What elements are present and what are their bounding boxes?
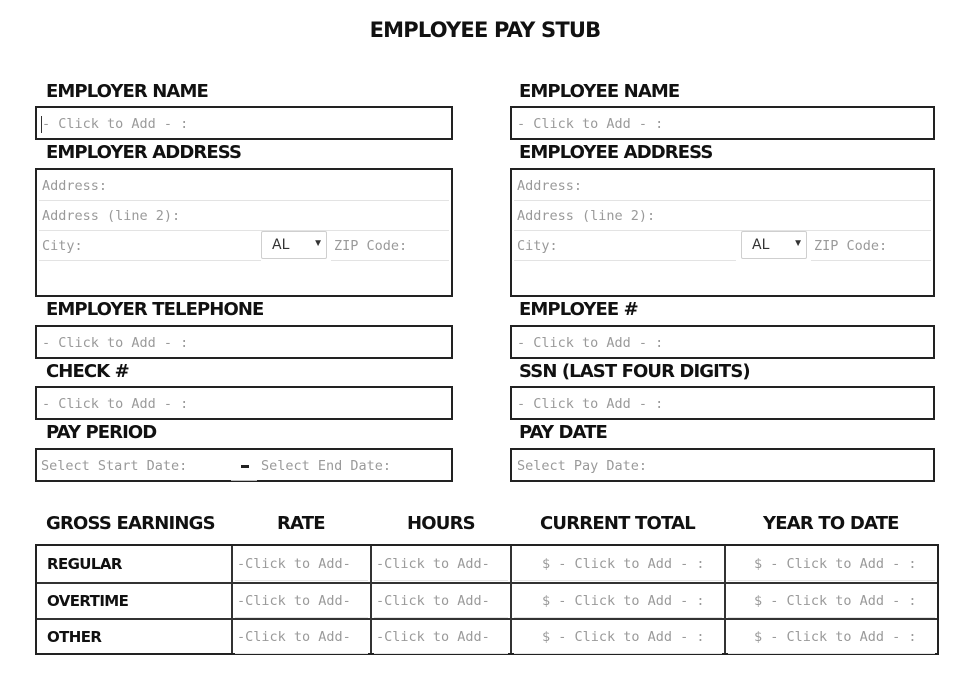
other-current-total-field[interactable] [512,619,724,655]
pay-period-block [35,448,453,482]
other-ytd-field[interactable] [726,619,937,655]
end-date-placeholder: Select End Date: [261,458,392,474]
pay-date-placeholder: Select Pay Date: [517,458,648,474]
city-placeholder: City: [517,238,558,254]
current-total-placeholder: $ - Click to Add - : [542,629,705,645]
address-placeholder: Address: [42,178,108,194]
field-underline [235,653,368,654]
other-rate-field[interactable] [233,619,370,655]
employee-name-field[interactable] [510,106,935,140]
current-total-placeholder: $ - Click to Add - : [542,593,705,609]
field-underline [728,617,935,618]
hours-placeholder: -Click to Add- [376,629,490,645]
field-underline [374,617,508,618]
ytd-placeholder: $ - Click to Add - : [754,629,917,645]
year-to-date-header: YEAR TO DATE [763,513,899,534]
rate-header: RATE [277,513,325,534]
pay-date-field[interactable] [510,448,935,482]
hours-placeholder: -Click to Add- [376,556,490,572]
employee-address-line2[interactable] [514,200,931,231]
employer-address-block [35,168,453,297]
employer-telephone-field[interactable] [35,325,453,359]
earnings-table [35,544,939,655]
zip-placeholder: ZIP Code: [814,238,888,254]
employer-name-label: EMPLOYER NAME [46,81,208,102]
start-date-field[interactable] [37,450,227,480]
field-underline [514,617,722,618]
field-underline [514,580,722,581]
field-underline [374,580,508,581]
hours-placeholder: -Click to Add- [376,593,490,609]
employer-telephone-placeholder: - Click to Add - : [42,335,189,351]
gross-earnings-header: GROSS EARNINGS [46,513,215,534]
employer-address-label: EMPLOYER ADDRESS [46,142,242,163]
employer-state-select[interactable] [261,231,327,259]
employee-name-placeholder: - Click to Add - : [517,116,664,132]
employee-number-field[interactable] [510,325,935,359]
address-placeholder: Address: [517,178,583,194]
employer-city-field[interactable] [39,230,261,261]
employer-name-field[interactable] [35,106,453,140]
employer-name-placeholder: - Click to Add - : [42,116,189,132]
employee-city-field[interactable] [514,230,736,261]
overtime-ytd-field[interactable] [726,583,937,619]
zip-placeholder: ZIP Code: [334,238,408,254]
rate-placeholder: -Click to Add- [237,556,351,572]
regular-current-total-field[interactable] [512,546,724,582]
employee-name-label: EMPLOYEE NAME [519,81,680,102]
other-hours-field[interactable] [372,619,510,655]
row-label-overtime: OVERTIME [47,592,129,610]
ytd-placeholder: $ - Click to Add - : [754,593,917,609]
table-row-regular [37,546,937,582]
page-title: EMPLOYEE PAY STUB [369,18,601,42]
employer-zip-field[interactable] [331,230,449,261]
employee-state-select[interactable] [741,231,807,259]
city-placeholder: City: [42,238,83,254]
table-row-other [37,619,937,655]
overtime-hours-field[interactable] [372,583,510,619]
chevron-down-icon: ▼ [793,238,803,249]
date-range-separator [241,465,249,468]
employer-address-line2[interactable] [39,200,449,231]
address2-placeholder: Address (line 2): [42,208,181,224]
rate-placeholder: -Click to Add- [237,593,351,609]
employee-number-placeholder: - Click to Add - : [517,335,664,351]
regular-ytd-field[interactable] [726,546,937,582]
employee-zip-field[interactable] [811,230,931,261]
regular-rate-field[interactable] [233,546,370,582]
employee-state-value: AL [752,237,770,253]
address2-placeholder: Address (line 2): [517,208,656,224]
ssn-label: SSN (LAST FOUR DIGITS) [519,361,750,382]
check-number-label: CHECK # [46,361,129,382]
pay-period-label: PAY PERIOD [46,422,157,443]
employee-address-block [510,168,935,297]
check-number-placeholder: - Click to Add - : [42,396,189,412]
pay-date-label: PAY DATE [519,422,607,443]
table-row-overtime [37,583,937,619]
field-underline [235,617,368,618]
overtime-current-total-field[interactable] [512,583,724,619]
field-underline [728,580,935,581]
row-label-regular: REGULAR [47,555,122,573]
field-underline [514,653,722,654]
ssn-field[interactable] [510,386,935,420]
chevron-down-icon: ▼ [313,238,323,249]
current-total-header: CURRENT TOTAL [540,513,695,534]
end-date-field[interactable] [259,450,449,480]
field-underline [374,653,508,654]
rate-placeholder: -Click to Add- [237,629,351,645]
employer-address-line1[interactable] [39,170,449,201]
employee-address-line1[interactable] [514,170,931,201]
current-total-placeholder: $ - Click to Add - : [542,556,705,572]
ssn-placeholder: - Click to Add - : [517,396,664,412]
start-date-placeholder: Select Start Date: [41,458,188,474]
field-underline [235,580,368,581]
row-label-other: OTHER [47,628,102,646]
employee-number-label: EMPLOYEE # [519,299,638,320]
regular-hours-field[interactable] [372,546,510,582]
ytd-placeholder: $ - Click to Add - : [754,556,917,572]
separator-underline [231,480,257,481]
employer-state-value: AL [272,237,290,253]
employee-address-label: EMPLOYEE ADDRESS [519,142,713,163]
overtime-rate-field[interactable] [233,583,370,619]
employer-telephone-label: EMPLOYER TELEPHONE [46,299,264,320]
hours-header: HOURS [407,513,475,534]
field-underline [728,653,935,654]
check-number-field[interactable] [35,386,453,420]
